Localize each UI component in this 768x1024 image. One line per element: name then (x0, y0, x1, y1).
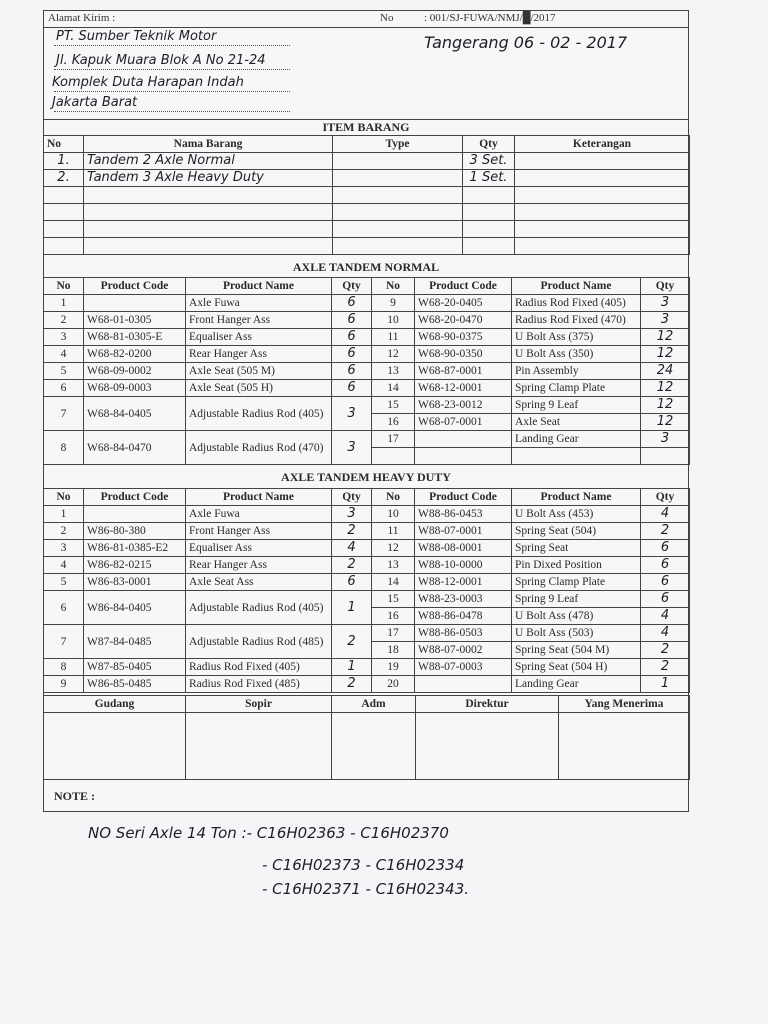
qty: 2 (332, 523, 372, 540)
qty: 2 (332, 676, 372, 693)
product-code: W68-20-0470 (415, 312, 512, 329)
product-name: Spring Seat (512, 540, 641, 557)
empty-cell (641, 448, 690, 465)
qty: 2 (641, 642, 690, 659)
normal-axle-table (43, 277, 690, 465)
row-no: 2 (44, 523, 84, 540)
item-no (44, 221, 84, 238)
table-header-row (44, 136, 690, 153)
row-no: 18 (372, 642, 415, 659)
product-name: Axle Seat Ass (186, 574, 332, 591)
product-code: W86-80-380 (84, 523, 186, 540)
item-qty (463, 238, 515, 255)
product-code: W86-85-0485 (84, 676, 186, 693)
table-header-row (44, 278, 690, 295)
row-no: 5 (44, 363, 84, 380)
item-type (333, 204, 463, 221)
col-qty: Qty (332, 489, 372, 506)
product-name: U Bolt Ass (453) (512, 506, 641, 523)
product-name: Landing Gear (512, 676, 641, 693)
table-row (44, 295, 690, 312)
col-nama-barang: Nama Barang (84, 136, 333, 153)
qty: 3 (641, 312, 690, 329)
product-code: W86-82-0215 (84, 557, 186, 574)
row-no: 5 (44, 574, 84, 591)
item-barang-table (43, 135, 690, 255)
row-no: 8 (44, 431, 84, 465)
table-row (44, 346, 690, 363)
col-no-right: No (372, 489, 415, 506)
qty: 2 (332, 625, 372, 659)
qty: 6 (332, 295, 372, 312)
product-name: U Bolt Ass (375) (512, 329, 641, 346)
product-name: Radius Rod Fixed (405) (186, 659, 332, 676)
product-name: Adjustable Radius Rod (405) (186, 397, 332, 431)
qty: 12 (641, 329, 690, 346)
qty: 3 (332, 397, 372, 431)
row-no: 15 (372, 591, 415, 608)
col-product-code: Product Code (84, 278, 186, 295)
item-qty (463, 221, 515, 238)
row-no: 12 (372, 346, 415, 363)
place-date: Tangerang 06 - 02 - 2017 (424, 33, 628, 52)
item-name: Tandem 3 Axle Heavy Duty (84, 170, 333, 187)
col-product-name-right: Product Name (512, 278, 641, 295)
product-code: W68-87-0001 (415, 363, 512, 380)
row-no: 1 (44, 295, 84, 312)
row-no: 14 (372, 574, 415, 591)
product-code: W87-85-0405 (84, 659, 186, 676)
table-row (44, 540, 690, 557)
row-no: 12 (372, 540, 415, 557)
product-code: W68-20-0405 (415, 295, 512, 312)
product-name: U Bolt Ass (503) (512, 625, 641, 642)
signature-box (186, 713, 332, 780)
product-name: Spring Seat (504 M) (512, 642, 641, 659)
product-code: W68-81-0305-E (84, 329, 186, 346)
item-name (84, 221, 333, 238)
product-name: Axle Seat (505 H) (186, 380, 332, 397)
address-line-4: Jakarta Barat (52, 95, 138, 110)
table-row (44, 431, 690, 448)
qty: 24 (641, 363, 690, 380)
signature-box (332, 713, 416, 780)
item-keterangan (515, 204, 690, 221)
product-name: Pin Assembly (512, 363, 641, 380)
row-no: 11 (372, 329, 415, 346)
qty: 12 (641, 414, 690, 431)
delivery-note-form (43, 10, 689, 812)
product-name: Rear Hanger Ass (186, 346, 332, 363)
product-code: W87-84-0485 (84, 625, 186, 659)
col-product-code: Product Code (84, 489, 186, 506)
product-code: W68-07-0001 (415, 414, 512, 431)
product-name: Radius Rod Fixed (470) (512, 312, 641, 329)
product-name: Equaliser Ass (186, 329, 332, 346)
qty: 6 (332, 329, 372, 346)
product-name: Spring 9 Leaf (512, 397, 641, 414)
sig-yang-menerima: Yang Menerima (559, 696, 690, 713)
item-keterangan (515, 170, 690, 187)
table-row (44, 238, 690, 255)
product-name: Adjustable Radius Rod (485) (186, 625, 332, 659)
no-label: No (380, 12, 394, 24)
product-code: W88-07-0001 (415, 523, 512, 540)
qty: 4 (641, 625, 690, 642)
product-name: Radius Rod Fixed (405) (512, 295, 641, 312)
row-no: 3 (44, 540, 84, 557)
empty-cell (512, 448, 641, 465)
empty-cell (372, 448, 415, 465)
qty: 6 (641, 540, 690, 557)
col-product-name-right: Product Name (512, 489, 641, 506)
item-no (44, 238, 84, 255)
qty: 3 (332, 506, 372, 523)
table-row (44, 380, 690, 397)
product-name: Front Hanger Ass (186, 312, 332, 329)
row-no: 16 (372, 414, 415, 431)
table-row (44, 312, 690, 329)
signature-box (559, 713, 690, 780)
product-code: W88-07-0003 (415, 659, 512, 676)
row-no: 9 (44, 676, 84, 693)
qty: 3 (641, 431, 690, 448)
col-no: No (44, 489, 84, 506)
row-no: 7 (44, 625, 84, 659)
product-code (415, 431, 512, 448)
product-code: W68-12-0001 (415, 380, 512, 397)
table-row (44, 659, 690, 676)
table-row (44, 523, 690, 540)
product-name: Adjustable Radius Rod (470) (186, 431, 332, 465)
item-keterangan (515, 153, 690, 170)
product-code (415, 676, 512, 693)
table-row (44, 557, 690, 574)
row-no: 15 (372, 397, 415, 414)
product-code (84, 506, 186, 523)
qty: 1 (332, 591, 372, 625)
col-product-name: Product Name (186, 489, 332, 506)
product-code: W88-86-0478 (415, 608, 512, 625)
qty: 6 (641, 574, 690, 591)
item-type (333, 170, 463, 187)
qty: 6 (332, 380, 372, 397)
signature-header-row (44, 696, 690, 713)
item-qty: 1 Set. (463, 170, 515, 187)
col-product-code-right: Product Code (415, 278, 512, 295)
col-keterangan: Keterangan (515, 136, 690, 153)
table-row (44, 574, 690, 591)
table-header-row (44, 489, 690, 506)
product-name: Landing Gear (512, 431, 641, 448)
signature-box (416, 713, 559, 780)
row-no: 6 (44, 591, 84, 625)
row-no: 14 (372, 380, 415, 397)
product-name: Radius Rod Fixed (485) (186, 676, 332, 693)
item-type (333, 238, 463, 255)
col-no-right: No (372, 278, 415, 295)
row-no: 19 (372, 659, 415, 676)
product-name: Rear Hanger Ass (186, 557, 332, 574)
product-name: Spring Seat (504 H) (512, 659, 641, 676)
qty: 6 (332, 312, 372, 329)
item-keterangan (515, 221, 690, 238)
product-code: W88-86-0503 (415, 625, 512, 642)
product-code: W86-84-0405 (84, 591, 186, 625)
sig-sopir: Sopir (186, 696, 332, 713)
qty: 6 (641, 591, 690, 608)
item-name (84, 204, 333, 221)
row-no: 13 (372, 557, 415, 574)
product-name: U Bolt Ass (350) (512, 346, 641, 363)
qty: 4 (332, 540, 372, 557)
qty: 6 (332, 363, 372, 380)
qty: 2 (641, 659, 690, 676)
product-code: W88-08-0001 (415, 540, 512, 557)
table-row (44, 153, 690, 170)
product-code: W88-10-0000 (415, 557, 512, 574)
product-name: Spring Clamp Plate (512, 380, 641, 397)
qty: 2 (332, 557, 372, 574)
product-code: W68-84-0470 (84, 431, 186, 465)
sig-adm: Adm (332, 696, 416, 713)
product-code: W86-83-0001 (84, 574, 186, 591)
col-qty-right: Qty (641, 278, 690, 295)
product-code: W68-84-0405 (84, 397, 186, 431)
product-name: Front Hanger Ass (186, 523, 332, 540)
table-row (44, 676, 690, 693)
col-type: Type (333, 136, 463, 153)
address-line-1: PT. Sumber Teknik Motor (56, 29, 217, 44)
product-name: Spring 9 Leaf (512, 591, 641, 608)
col-product-code-right: Product Code (415, 489, 512, 506)
qty: 1 (641, 676, 690, 693)
col-no: No (44, 136, 84, 153)
qty: 12 (641, 397, 690, 414)
row-no: 17 (372, 625, 415, 642)
item-name (84, 187, 333, 204)
item-no: 1. (44, 153, 84, 170)
row-no: 3 (44, 329, 84, 346)
product-name: Spring Seat (504) (512, 523, 641, 540)
product-code: W88-12-0001 (415, 574, 512, 591)
item-name: Tandem 2 Axle Normal (84, 153, 333, 170)
table-row (44, 397, 690, 414)
product-code: W88-07-0002 (415, 642, 512, 659)
row-no: 17 (372, 431, 415, 448)
product-code: W68-23-0012 (415, 397, 512, 414)
item-no (44, 204, 84, 221)
row-no: 13 (372, 363, 415, 380)
row-no: 10 (372, 312, 415, 329)
product-code: W88-86-0453 (415, 506, 512, 523)
signature-space-row (44, 713, 690, 780)
product-name: Axle Seat (505 M) (186, 363, 332, 380)
row-no: 8 (44, 659, 84, 676)
item-qty (463, 204, 515, 221)
col-qty: Qty (332, 278, 372, 295)
item-type (333, 221, 463, 238)
row-no: 4 (44, 557, 84, 574)
table-row (44, 187, 690, 204)
qty: 12 (641, 346, 690, 363)
table-row (44, 221, 690, 238)
product-code: W68-09-0003 (84, 380, 186, 397)
table-row (44, 625, 690, 642)
product-code: W86-81-0385-E2 (84, 540, 186, 557)
row-no: 7 (44, 397, 84, 431)
product-name: Axle Seat (512, 414, 641, 431)
table-row (44, 204, 690, 221)
table-row (44, 170, 690, 187)
col-qty: Qty (463, 136, 515, 153)
empty-cell (415, 448, 512, 465)
row-no: 6 (44, 380, 84, 397)
heavy-section-title: AXLE TANDEM HEAVY DUTY (281, 470, 451, 484)
qty: 6 (641, 557, 690, 574)
item-keterangan (515, 238, 690, 255)
row-no: 9 (372, 295, 415, 312)
row-no: 2 (44, 312, 84, 329)
row-no: 11 (372, 523, 415, 540)
item-barang-title: ITEM BARANG (322, 120, 410, 134)
qty: 3 (332, 431, 372, 465)
item-qty (463, 187, 515, 204)
heavy-axle-table (43, 488, 690, 693)
sig-direktur: Direktur (416, 696, 559, 713)
product-name: Axle Fuwa (186, 506, 332, 523)
product-code: W68-90-0350 (415, 346, 512, 363)
qty: 3 (641, 295, 690, 312)
qty: 4 (641, 506, 690, 523)
serial-note-line-3: - C16H02371 - C16H02343. (262, 880, 470, 898)
qty: 2 (641, 523, 690, 540)
address-line-3: Komplek Duta Harapan Indah (52, 75, 244, 90)
product-name: U Bolt Ass (478) (512, 608, 641, 625)
document-number: : 001/SJ-FUWA/NMJ/█/2017 (424, 12, 556, 24)
table-row (44, 506, 690, 523)
qty: 4 (641, 608, 690, 625)
qty: 12 (641, 380, 690, 397)
serial-note-line-2: - C16H02373 - C16H02334 (262, 856, 465, 874)
item-no (44, 187, 84, 204)
col-no: No (44, 278, 84, 295)
item-name (84, 238, 333, 255)
serial-note-line-1: NO Seri Axle 14 Ton :- C16H02363 - C16H02370 (88, 824, 449, 842)
col-product-name: Product Name (186, 278, 332, 295)
product-code (84, 295, 186, 312)
item-type (333, 153, 463, 170)
product-code: W68-09-0002 (84, 363, 186, 380)
row-no: 20 (372, 676, 415, 693)
product-name: Pin Dixed Position (512, 557, 641, 574)
normal-section-title: AXLE TANDEM NORMAL (292, 260, 440, 274)
row-no: 1 (44, 506, 84, 523)
alamat-kirim-label: Alamat Kirim : (48, 12, 116, 24)
qty: 1 (332, 659, 372, 676)
item-qty: 3 Set. (463, 153, 515, 170)
product-name: Spring Clamp Plate (512, 574, 641, 591)
table-row (44, 329, 690, 346)
product-code: W88-23-0003 (415, 591, 512, 608)
product-code: W68-82-0200 (84, 346, 186, 363)
product-name: Equaliser Ass (186, 540, 332, 557)
item-no: 2. (44, 170, 84, 187)
item-type (333, 187, 463, 204)
item-keterangan (515, 187, 690, 204)
signature-table (43, 695, 690, 780)
table-row (44, 591, 690, 608)
col-qty-right: Qty (641, 489, 690, 506)
product-code: W68-90-0375 (415, 329, 512, 346)
table-row (44, 363, 690, 380)
qty: 6 (332, 574, 372, 591)
product-name: Adjustable Radius Rod (405) (186, 591, 332, 625)
row-no: 4 (44, 346, 84, 363)
qty: 6 (332, 346, 372, 363)
row-no: 16 (372, 608, 415, 625)
signature-box (44, 713, 186, 780)
row-no: 10 (372, 506, 415, 523)
product-code: W68-01-0305 (84, 312, 186, 329)
sig-gudang: Gudang (44, 696, 186, 713)
address-line-2: Jl. Kapuk Muara Blok A No 21-24 (56, 53, 266, 68)
note-label: NOTE : (54, 789, 96, 803)
product-name: Axle Fuwa (186, 295, 332, 312)
